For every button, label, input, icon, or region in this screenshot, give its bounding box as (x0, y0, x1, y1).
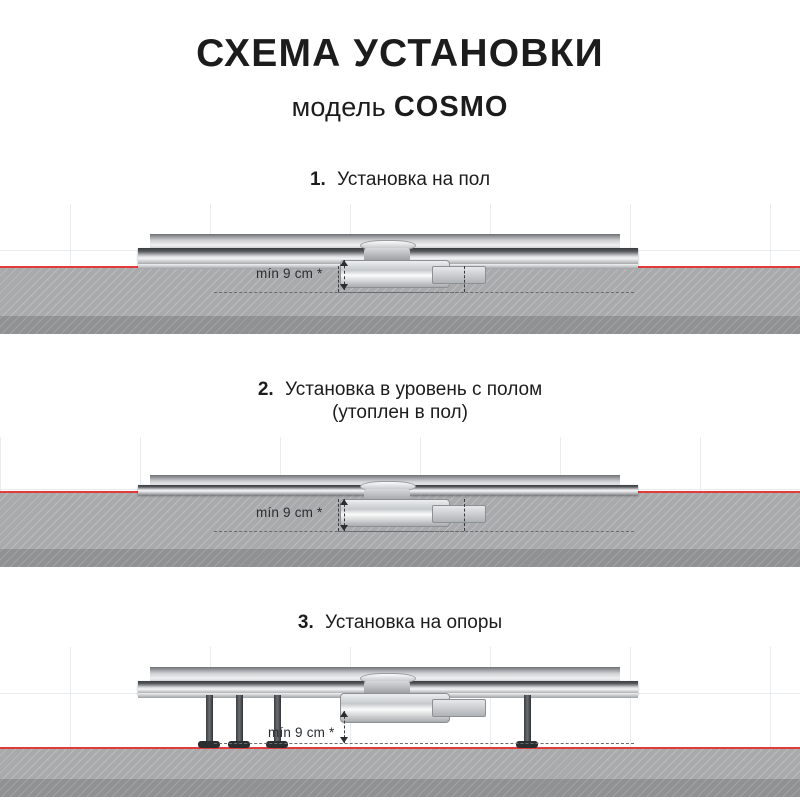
dimension-arrow-down-1 (340, 284, 348, 290)
section-install-on-supports (0, 611, 800, 797)
siphon-outlet-1 (432, 266, 486, 284)
dimension-arrow-up-1 (340, 260, 348, 266)
dimension-arrow-up-2 (340, 499, 348, 505)
dimension-arrow-down-2 (340, 525, 348, 531)
siphon-outlet-2 (432, 505, 486, 523)
support-leg-4 (524, 695, 531, 743)
section-install-flush (0, 378, 800, 568)
support-leg-1 (206, 695, 213, 743)
section-install-on-floor (0, 168, 800, 334)
page-header (0, 0, 800, 124)
diagram-scene-2 (0, 437, 800, 567)
section-3-caption (0, 611, 800, 635)
floor-front-edge-3 (0, 779, 800, 797)
dimension-label-2: mín 9 cm * (256, 505, 323, 521)
section-2-caption (0, 378, 800, 426)
page-subtitle (0, 91, 800, 124)
support-leg-2 (236, 695, 243, 743)
section-3-number: 3. (297, 612, 314, 634)
section-1-number: 1. (309, 168, 326, 190)
model-name: COSMO (393, 90, 509, 123)
floor-front-edge-1 (0, 316, 800, 334)
dimension-arrow-up-3 (340, 711, 348, 717)
siphon-outlet-3 (432, 699, 486, 717)
page-title: СХЕМА УСТАНОВКИ (196, 32, 604, 75)
section-1-label: Установка на пол (337, 168, 491, 190)
floor-depth-guide-1 (214, 292, 634, 293)
section-2-label-line2: (утоплен в пол) (332, 402, 468, 424)
floor-depth-guide-3 (214, 743, 634, 744)
dimension-arrow-down-3 (340, 737, 348, 743)
siphon-neck-1 (364, 248, 410, 260)
siphon-neck-3 (364, 681, 410, 693)
section-2-number: 2. (257, 378, 274, 400)
subtitle-prefix: модель (291, 91, 387, 122)
recess-left-edge-2 (338, 499, 339, 531)
section-1-caption (0, 168, 800, 192)
section-3-label: Установка на опоры (325, 612, 503, 634)
diagram-scene-3 (0, 647, 800, 797)
floor-front-edge-2 (0, 549, 800, 567)
floor-depth-guide-2 (214, 531, 634, 532)
recess-right-edge-2 (464, 499, 465, 531)
recess-right-edge-1 (464, 266, 465, 292)
dimension-label-3: mín 9 cm * (268, 724, 335, 740)
section-2-label: Установка в уровень с полом (285, 378, 543, 400)
diagram-scene-1 (0, 204, 800, 334)
dimension-label-1: mín 9 cm * (256, 265, 323, 281)
recess-left-edge-1 (338, 266, 339, 292)
